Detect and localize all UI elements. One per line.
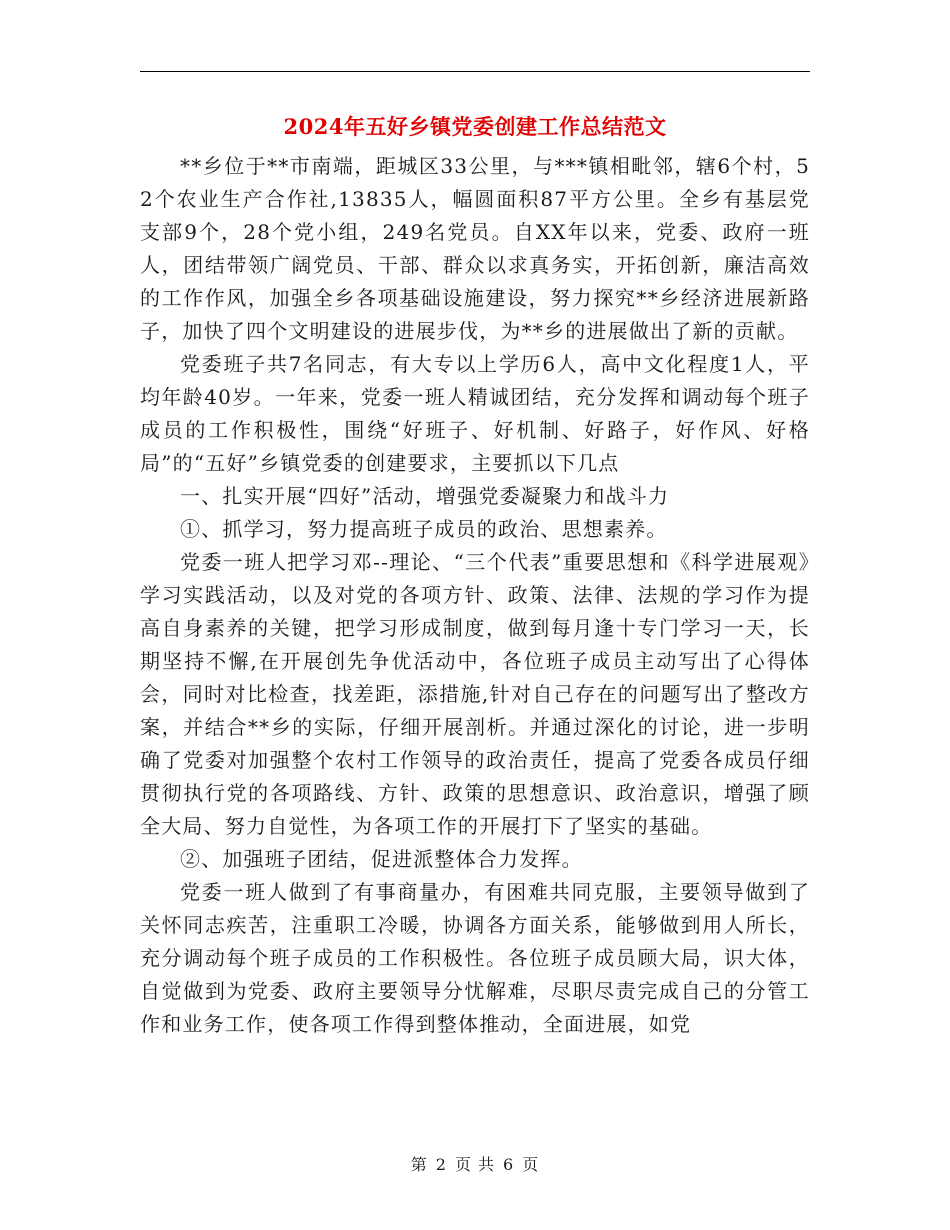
footer-suffix: 页 bbox=[522, 1155, 540, 1174]
current-page-number: 2 bbox=[435, 1155, 447, 1174]
document-body bbox=[140, 150, 810, 1041]
paragraph-2: 党委班子共7名同志，有大专以上学历6人，高中文化程度1人，平均年龄40岁。一年来，党委一班人精诚团结，充分发挥和调动每个班子成员的工作积极性，围绕“好班子、好机制、好路子，好作风、好格局”的“五好”乡镇党委的创建要求，主要抓以下几点 bbox=[140, 352, 810, 475]
page-footer bbox=[0, 1154, 950, 1176]
paragraph-3: 党委一班人把学习邓--理论、“三个代表”重要思想和《科学进展观》学习实践活动，以及对党的各项方针、政策、法律、法规的学习作为提高自身素养的关键，把学习形成制度，做到每月逢十专门学习一天，长期坚持不懈,在开展创先争优活动中，各位班子成员主动写出了心得体会，同时对比检查，找差距，添措施,针对自己存在的问题写出了整改方案，并结合**乡的实际，仔细开展剖析。并通过深化的讨论，进一步明确了党委对加强整个农村工作领导的政治责任，提高了党委各成员仔细贯彻执行党的各项路线、方针、政策的思想意识、政治意识，增强了顾全大局、努力自觉性，为各项工作的开展打下了坚实的基础。 bbox=[140, 550, 810, 838]
footer-mid: 页 共 bbox=[454, 1155, 496, 1174]
paragraph-4: 党委一班人做到了有事商量办，有困难共同克服，主要领导做到了关怀同志疾苦，注重职工冷暖，协调各方面关系，能够做到用人所长，充分调动每个班子成员的工作积极性。各位班子成员顾大局，识大体，自觉做到为党委、政府主要领导分忧解难，尽职尽责完成自己的分管工作和业务工作，使各项工作得到整体推动，全面进展，如党 bbox=[140, 880, 810, 1036]
footer-prefix: 第 bbox=[410, 1155, 428, 1174]
header-rule bbox=[140, 71, 810, 72]
section-heading-1: 一、扎实开展“四好”活动，增强党委凝聚力和战斗力 bbox=[180, 484, 670, 508]
subheading-2: ②、加强班子团结，促进派整体合力发挥。 bbox=[180, 847, 583, 871]
document-title: 2024年五好乡镇党委创建工作总结范文 bbox=[283, 114, 667, 139]
subheading-1: ①、抓学习，努力提高班子成员的政治、思想素养。 bbox=[180, 517, 668, 541]
total-pages-number: 6 bbox=[503, 1155, 515, 1174]
paragraph-1: **乡位于**市南端，距城区33公里，与***镇相毗邻，辖6个村，52个农业生产合作社,13835人，幅圆面积87平方公里。全乡有基层党支部9个，28个党小组，249名党员。自XX年以来，党委、政府一班人，团结带领广阔党员、干部、群众以求真务实，开拓创新，廉洁高效的工作作风，加强全乡各项基础设施建设，努力探究**乡经济进展新路子，加快了四个文明建设的进展步伐，为**乡的进展做出了新的贡献。 bbox=[140, 154, 810, 343]
